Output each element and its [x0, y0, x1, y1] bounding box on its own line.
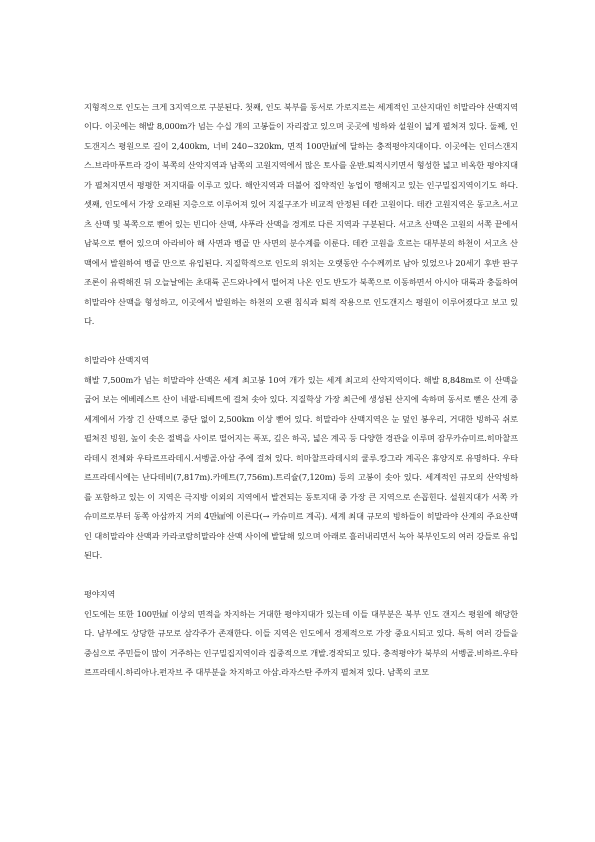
section-heading-plains: 평야지역: [84, 589, 116, 600]
intro-paragraph: 지형적으로 인도는 크게 3지역으로 구분된다. 첫째, 인도 북부를 동서로 가로지르는 세계적인 고산지대인 히말라야 산맥지역이다. 이곳에는 해발 8,000m가 넘는 수십 개의 고봉들이 자리잡고 있으며 곳곳에 빙하와 설원이 넓게 펼쳐져 있다. 둘째, 인도갠지스 평원으로 길이 2,400km, 너비 240~320km, 면적 100만㎢에 달하는 충적평야지대이다. 이곳에는 인더스갠지스.브라마푸트라 강이 북쪽의 산악지역과 남쪽의 고원지역에서 많은 토사를 운반.퇴적시키면서 형성한 넓고 비옥한 평야지대가 펼쳐지면서 평평한 저지대를 이루고 있다. 해안지역과 더불어 집약적인 농업이 행해지고 있는 인구밀집지역이기도 하다. 셋째, 인도에서 가장 오래된 지층으로 이루어져 있어 지질구조가 비교적 안정된 데칸 고원이다. 데칸 고원지역은 동고츠.서고츠 산맥 및 북쪽으로 뻗어 있는 빈디아 산맥, 샤푸라 산맥을 경계로 다른 지역과 구분된다. 서고츠 산맥은 고원의 서쪽 끝에서 남북으로 뻗어 있으며 아라비아 해 사면과 벵골 만 사면의 분수계를 이룬다. 데칸 고원을 흐르는 대부분의 하천이 서고츠 산맥에서 발원하여 벵골 만으로 유입된다. 지질학적으로 인도의 위치는 오랫동안 수수께끼로 남아 있었으나 20세기 후반 판구조론이 유력해진 뒤 오늘날에는 초대륙 곤드와나에서 떨어져 나온 인도 반도가 북쪽으로 이동하면서 아시아 대륙과 충돌하여 히말라야 산맥을 형성하고, 이곳에서 발원하는 하천의 오랜 침식과 퇴적 작용으로 인도갠지스 평원이 이루어졌다고 보고 있다.: [84, 102, 518, 326]
plains-paragraph: 인도에는 또한 100만㎢ 이상의 면적을 차지하는 거대한 평야지대가 있는데 이들 대부분은 북부 인도 갠지스 평원에 해당한다. 남부에도 상당한 규모로 삼각주가 존재한다. 이들 지역은 인도에서 경제적으로 가장 중요시되고 있다. 특히 여러 강들을 중심으로 주민들이 많이 거주하는 인구밀집지역이라 집중적으로 개발.경작되고 있다. 충적평야가 북부의 서벵골.비하르.우타르프라데시.하리아나.펀자브 주 대부분을 차지하고 아삼.라자스탄 주까지 펼쳐져 있다. 남쪽의 코모: [84, 608, 518, 678]
document-body: [84, 98, 518, 683]
section-heading-himalaya: 히말라야 산맥지역: [84, 355, 149, 366]
section-spacer: [84, 331, 518, 351]
himalaya-paragraph: 해발 7,500m가 넘는 히말라야 산맥은 세계 최고봉 10여 개가 있는 세계 최고의 산악지역이다. 해발 8,848m로 이 산맥을 굽어 보는 에베레스트 산이 네팔-티베트에 걸쳐 솟아 있다. 지질학상 가장 최근에 생성된 산지에 속하며 동서로 뻗은 산계 중 세계에서 가장 긴 산맥으로 중단 없이 2,500km 이상 뻗어 있다. 히말라야 산맥지역은 눈 덮인 봉우리, 거대한 빙하곡 쉬로 펼쳐진 빙원, 높이 솟은 절벽을 사이로 떨어지는 폭포, 깊은 하곡, 넓은 계곡 등 다양한 경관을 이루며 잠무카슈미르.히마찰프라데시 전체와 우타르프라데시.서벵골.아삼 주에 걸쳐 있다. 히마찰프라데시의 쿨루.캉그라 계곡은 휴양지로 유명하다. 우타르프라데시에는 난다데비(7,817m).카메트(7,756m).트리슐(7,120m) 등의 고봉이 솟아 있다. 세계적인 규모의 산악빙하를 포함하고 있는 이 지역은 극지방 이외의 지역에서 발견되는 동토지대 중 가장 큰 지역으로 손꼽힌다. 설원지대가 서쪽 카슈미르로부터 동쪽 아삼까지 거의 4만㎢에 이른다(→ 카슈미르 계곡). 세계 최대 규모의 빙하들이 히말라야 산계의 주요산맥인 대히말라야 산맥과 카라코람히말라야 산맥 사이에 발달해 있으며 아래로 흘러내리면서 녹아 북부인도의 여러 강들로 유입된다.: [84, 374, 518, 560]
section-spacer: [84, 565, 518, 585]
